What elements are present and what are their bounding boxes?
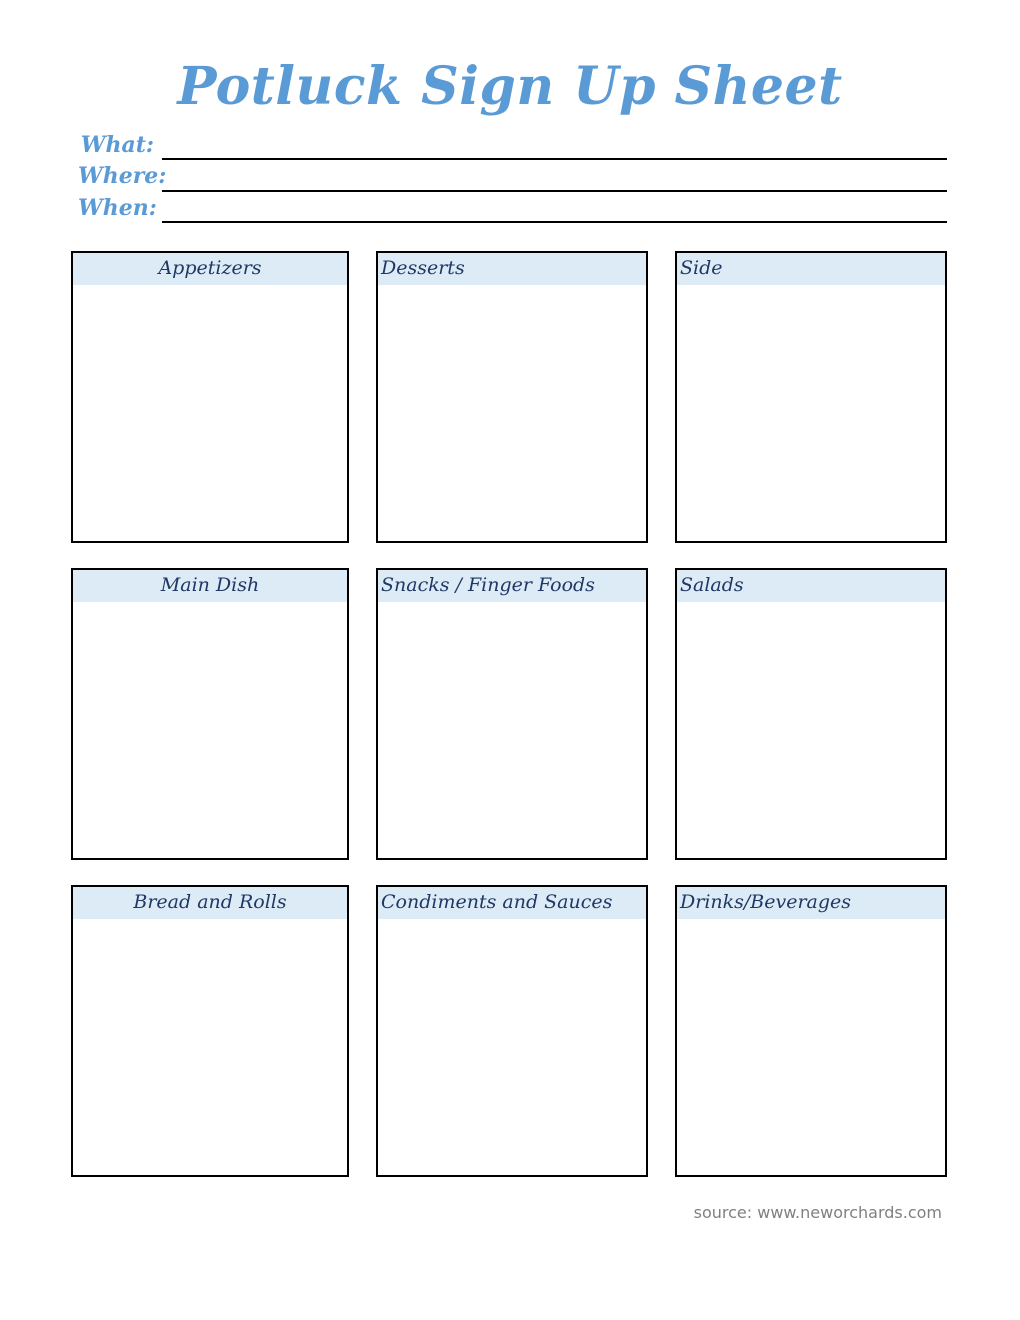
category-box-appetizers <box>71 251 349 543</box>
page-title: Potluck Sign Up Sheet <box>177 56 843 117</box>
category-header-appetizers: Appetizers <box>73 253 347 285</box>
category-box-bread-rolls <box>71 885 349 1177</box>
what-line <box>162 158 947 160</box>
when-label: When: <box>78 195 157 221</box>
category-header-bread-rolls: Bread and Rolls <box>73 887 347 919</box>
what-label: What: <box>80 132 154 158</box>
category-box-main-dish <box>71 568 349 860</box>
category-box-desserts <box>376 251 648 543</box>
when-line <box>162 221 947 223</box>
category-header-salads: Salads <box>677 570 945 602</box>
category-header-side: Side <box>677 253 945 285</box>
category-header-snacks: Snacks / Finger Foods <box>378 570 646 602</box>
category-header-condiments: Condiments and Sauces <box>378 887 646 919</box>
category-header-desserts: Desserts <box>378 253 646 285</box>
where-label: Where: <box>78 163 167 189</box>
where-line <box>162 190 947 192</box>
category-box-drinks <box>675 885 947 1177</box>
category-header-drinks: Drinks/Beverages <box>677 887 945 919</box>
category-box-salads <box>675 568 947 860</box>
category-box-condiments <box>376 885 648 1177</box>
category-box-snacks <box>376 568 648 860</box>
source-credit: source: www.neworchards.com <box>693 1203 942 1222</box>
category-header-main-dish: Main Dish <box>73 570 347 602</box>
category-box-side <box>675 251 947 543</box>
